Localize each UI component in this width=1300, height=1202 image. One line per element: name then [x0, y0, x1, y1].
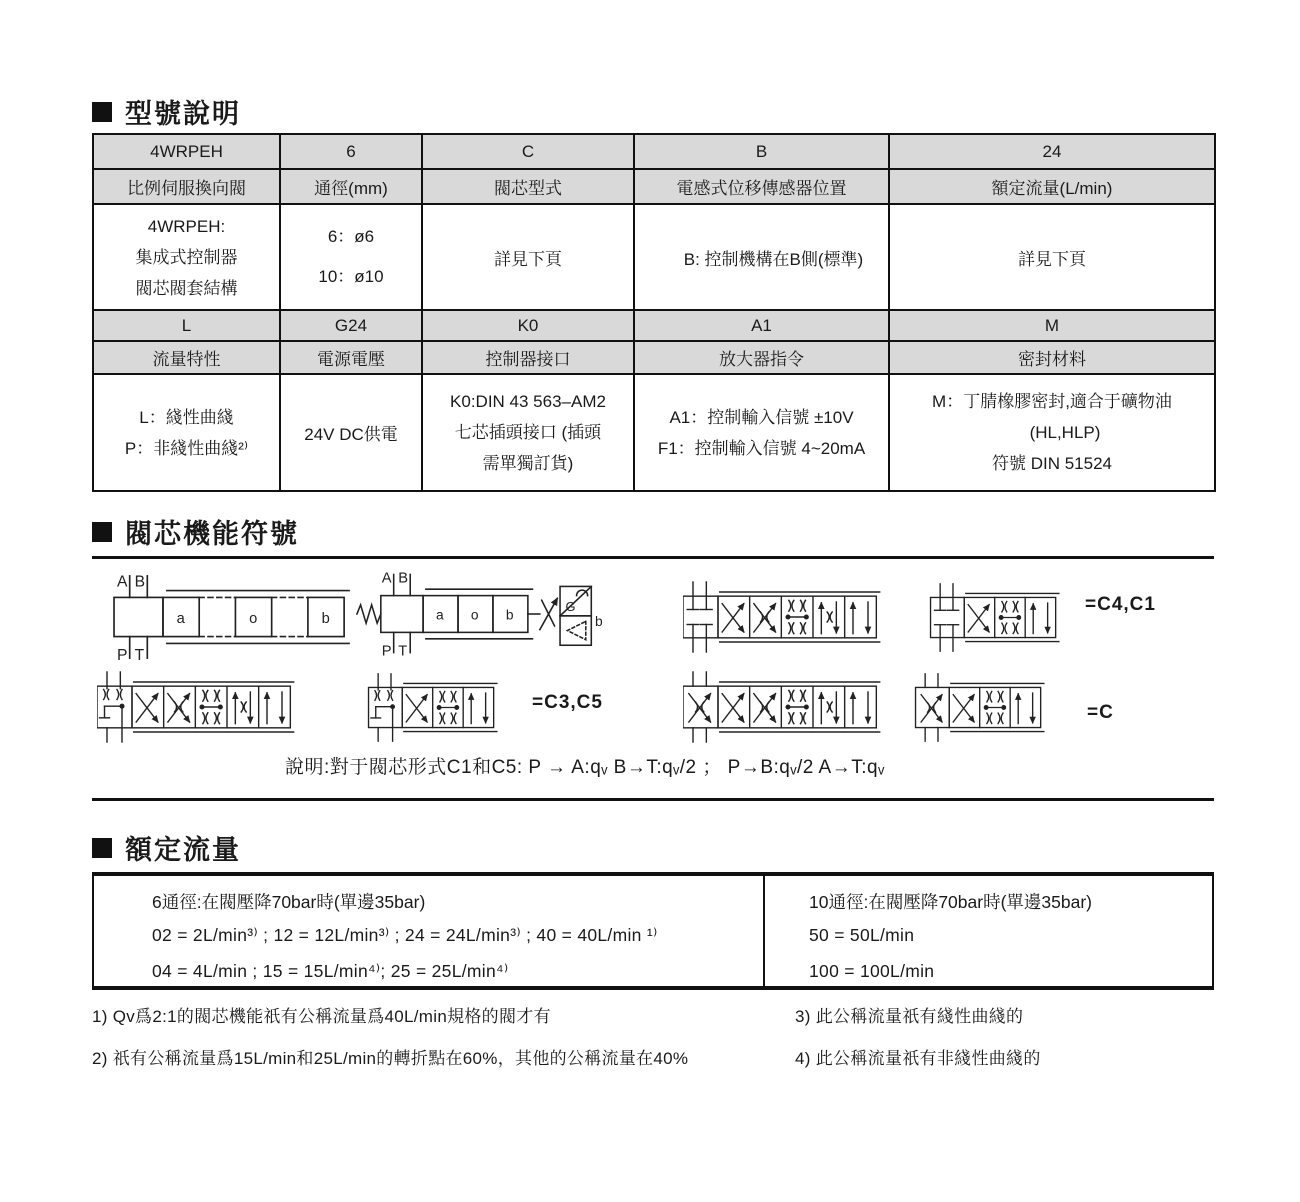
flow-size6-line2: 04 = 4L/min ; 15 = 15L/min⁴⁾; 25 = 25L/min⁴⁾ — [152, 961, 509, 981]
port-t-label: T — [398, 643, 408, 660]
desc-line: 4WRPEH: — [147, 216, 226, 236]
pos-b-label: b — [505, 607, 514, 623]
code-cell: 24 — [889, 134, 1215, 169]
flow-size10-cell — [763, 876, 1212, 986]
label-cell: 電源電壓 — [280, 341, 422, 374]
desc-cell — [280, 204, 422, 310]
port-a-label: A — [116, 573, 128, 591]
label-cell: 額定流量(L/min) — [889, 169, 1215, 204]
label-row-2 — [93, 341, 1215, 374]
flow-size10-line1: 50 = 50L/min — [809, 925, 915, 945]
spool-schematic-diagram — [110, 570, 355, 664]
flow-size10-header: 10通徑:在閥壓降70bar時(單邊35bar) — [809, 892, 1092, 912]
port-b-label: B — [398, 570, 409, 587]
divider-rule — [92, 798, 1214, 801]
solenoid-b-label: b — [594, 613, 603, 629]
footnote-3: 3) 此公稱流量祇有綫性曲綫的 — [795, 1007, 1024, 1026]
flow-size10-line2: 100 = 100L/min — [809, 961, 935, 981]
symbol-label-c3c5: =C3,C5 — [532, 692, 603, 713]
label-row-1 — [93, 169, 1215, 204]
footnote-1: 1) Qv爲2:1的閥芯機能祇有公稱流量爲40L/min規格的閥才有 — [92, 1007, 551, 1026]
section-model-title: 型號說明 — [125, 99, 241, 129]
valve-symbol-3pos-regen — [366, 669, 501, 746]
symbol-label-c: =C — [1087, 702, 1114, 723]
solenoid-g-label: G — [565, 599, 576, 615]
desc-line: M：丁腈橡膠密封,適合于礦物油 — [932, 392, 1172, 411]
pos-b-label: b — [321, 610, 330, 627]
label-cell: 閥芯型式 — [422, 169, 634, 204]
port-p-label: P — [116, 647, 128, 664]
desc-line: A1：控制輸入信號 ±10V — [669, 407, 854, 427]
label-cell: 控制器接口 — [422, 341, 634, 374]
section-symbols-title: 閥芯機能符號 — [125, 519, 299, 549]
desc-line: 需單獨訂貨) — [482, 454, 574, 473]
desc-row-2 — [93, 374, 1215, 491]
valve-symbol-3pos-throttle — [913, 669, 1048, 746]
code-cell: G24 — [280, 310, 422, 341]
valve-symbol-3pos-blocked — [928, 579, 1063, 656]
pos-a-label: a — [435, 607, 444, 623]
footnotes-left-column — [92, 1002, 732, 1086]
desc-cell: B: 控制機構在B側(標準) — [634, 204, 889, 310]
footnote-2: 2) 祇有公稱流量爲15L/min和25L/min的轉折點在60%，其他的公稱流量在40% — [92, 1049, 689, 1068]
footnotes-right-column — [795, 1002, 1215, 1086]
label-cell: 放大器指令 — [634, 341, 889, 374]
section-symbols-heading — [92, 512, 299, 551]
pos-a-label: a — [176, 610, 185, 627]
section-model-heading — [92, 92, 241, 131]
label-cell: 電感式位移傳感器位置 — [634, 169, 889, 204]
desc-line: P：非綫性曲綫²⁾ — [124, 438, 249, 458]
desc-cell — [889, 374, 1215, 491]
desc-cell — [93, 204, 280, 310]
desc-cell: 詳見下頁 — [889, 204, 1215, 310]
desc-line: (HL,HLP) — [1029, 423, 1101, 442]
section-marker-icon — [92, 838, 112, 858]
code-cell: K0 — [422, 310, 634, 341]
desc-cell: 詳見下頁 — [422, 204, 634, 310]
code-cell: B — [634, 134, 889, 169]
section-marker-icon — [92, 102, 112, 122]
symbols-note: 說明:對于閥芯形式C1和C5: P → A:qᵥ B→T:qᵥ/2 ； P→B:qᵥ/2 A→T:qᵥ — [285, 757, 885, 778]
code-row-2 — [93, 310, 1215, 341]
section-flow-title: 額定流量 — [125, 835, 241, 865]
label-cell: 比例伺服換向閥 — [93, 169, 280, 204]
port-p-label: P — [381, 643, 392, 660]
section-marker-icon — [92, 522, 112, 542]
desc-line: 閥芯閥套結構 — [135, 278, 238, 298]
desc-cell — [93, 374, 280, 491]
code-cell: L — [93, 310, 280, 341]
model-code-table — [92, 133, 1216, 492]
desc-line: 符號 DIN 51524 — [992, 454, 1112, 473]
desc-cell: 24V DC供電 — [280, 374, 422, 491]
pos-o-label: o — [249, 610, 258, 627]
desc-line: 6：ø6 — [327, 227, 375, 246]
symbol-label-c4c1: =C4,C1 — [1085, 594, 1156, 615]
port-t-label: T — [134, 647, 145, 664]
valve-symbol-5pos-throttle — [683, 667, 883, 747]
desc-line: L：綫性曲綫 — [139, 407, 234, 427]
code-cell: M — [889, 310, 1215, 341]
flow-size6-line1: 02 = 2L/min³⁾ ; 12 = 12L/min³⁾ ; 24 = 24L/min³⁾ ; 40 = 40L/min ¹⁾ — [152, 925, 658, 945]
code-cell: C — [422, 134, 634, 169]
rated-flow-table — [92, 872, 1214, 990]
desc-line: 集成式控制器 — [135, 247, 238, 267]
divider-rule — [92, 556, 1214, 559]
port-a-label: A — [381, 570, 392, 587]
code-row-1 — [93, 134, 1215, 169]
desc-cell — [422, 374, 634, 491]
desc-line: 七芯插頭接口 (插頭 — [454, 423, 602, 442]
section-flow-heading — [92, 828, 241, 867]
desc-line: 10：ø10 — [318, 267, 384, 286]
valve-symbol-5pos-regen — [97, 667, 297, 747]
port-b-label: B — [134, 573, 146, 591]
label-cell: 通徑(mm) — [280, 169, 422, 204]
valve-symbol-5pos-blocked — [683, 577, 883, 657]
code-cell: 6 — [280, 134, 422, 169]
flow-size6-cell — [94, 876, 763, 986]
footnote-4: 4) 此公稱流量祇有非綫性曲綫的 — [795, 1049, 1041, 1068]
desc-row-1 — [93, 204, 1215, 310]
label-cell: 流量特性 — [93, 341, 280, 374]
desc-line: K0:DIN 43 563–AM2 — [450, 392, 606, 411]
spool-schematic-solenoid-diagram — [356, 568, 606, 660]
desc-cell — [634, 374, 889, 491]
code-cell: 4WRPEH — [93, 134, 280, 169]
pos-o-label: o — [470, 607, 479, 623]
flow-size6-header: 6通徑:在閥壓降70bar時(單邊35bar) — [152, 892, 426, 912]
code-cell: A1 — [634, 310, 889, 341]
label-cell: 密封材料 — [889, 341, 1215, 374]
desc-line: F1：控制輸入信號 4~20mA — [657, 438, 866, 458]
